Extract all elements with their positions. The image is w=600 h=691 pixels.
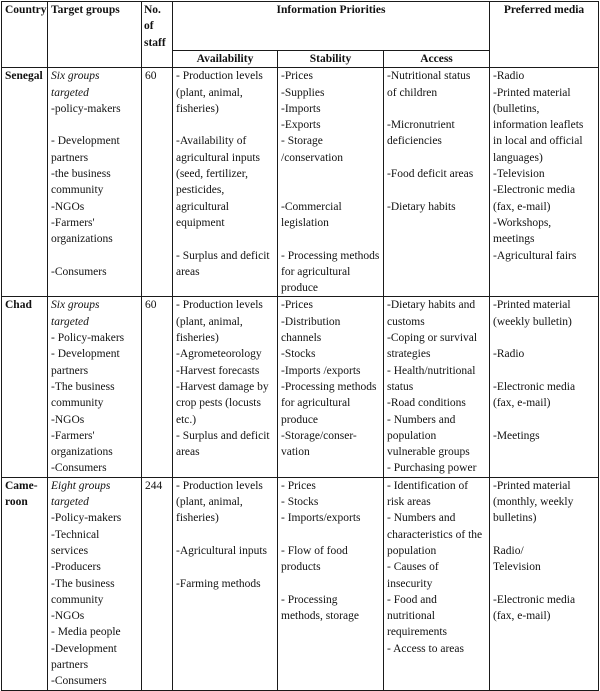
cell-line: customs	[387, 315, 425, 328]
cell-line: (fax, e-mail)	[493, 397, 551, 410]
cell-line: information leaflets	[493, 119, 584, 132]
cell-line: -Commercial	[281, 200, 342, 213]
header-country: Country	[2, 2, 48, 68]
header-target-groups: Target groups	[48, 2, 142, 68]
cell-line: -Agrometeorology	[176, 348, 262, 361]
cell-line: -Television	[493, 168, 545, 181]
cell-line	[281, 182, 380, 198]
cell-line: population	[387, 544, 437, 557]
cell-line: -Imports /exports	[281, 364, 361, 377]
cell-line: -Consumers	[51, 675, 107, 688]
cell-line: -Nutritional status	[387, 70, 471, 83]
cell-line: -Availability of	[176, 135, 247, 148]
cell-line: -policy-makers	[51, 102, 121, 115]
cell-line: in local and official	[493, 135, 583, 148]
cell-line: etc.)	[176, 413, 197, 426]
cell-line: - Prices	[281, 479, 316, 492]
cell-line: -NGOs	[51, 413, 85, 426]
cell-line: methods, storage	[281, 610, 359, 623]
cell-line: -Food deficit areas	[387, 168, 474, 181]
table-row	[2, 297, 599, 477]
stability-cell	[278, 68, 384, 297]
cell-line: Eight groups	[51, 479, 111, 492]
cell-line: (monthly, weekly	[493, 496, 574, 509]
cell-line: -Producers	[51, 561, 101, 574]
cell-line: - Causes of	[387, 561, 439, 574]
cell-line: -Stocks	[281, 348, 316, 361]
cell-line: -Policy-makers	[51, 512, 122, 525]
header-staff-line: staff	[144, 36, 166, 49]
availability-cell	[173, 297, 278, 477]
cell-line	[493, 363, 595, 379]
cell-line: -Harvest damage by	[176, 380, 269, 393]
cell-line: -Printed material	[493, 299, 571, 312]
cell-line: - Surplus and deficit	[176, 249, 270, 262]
cell-line: -Meetings	[493, 429, 540, 442]
information-priorities-table	[1, 1, 599, 691]
stability-cell	[278, 477, 384, 690]
cell-line: -Radio	[493, 348, 525, 361]
cell-line: - Storage	[281, 135, 323, 148]
cell-line: -Road conditions	[387, 397, 466, 410]
cell-line: -Dietary habits	[387, 200, 456, 213]
header-preferred-media: Preferred media	[490, 2, 599, 68]
cell-line: - Policy-makers	[51, 332, 125, 345]
cell-line: pesticides,	[176, 184, 225, 197]
header-staff-line: No.	[144, 4, 161, 16]
cell-line: legislation	[281, 216, 329, 229]
country-cell	[2, 477, 48, 690]
cell-line: produce	[281, 282, 319, 295]
cell-line: areas	[176, 265, 200, 278]
cell-line: strategies	[387, 348, 431, 361]
target-groups-cell	[48, 68, 142, 297]
cell-line: -NGOs	[51, 610, 85, 623]
cell-line: fisheries)	[176, 332, 219, 345]
cell-line	[281, 527, 380, 543]
cell-line: Television	[493, 561, 541, 574]
cell-line: -Workshops,	[493, 216, 552, 229]
cell-line	[493, 527, 595, 543]
cell-line: equipment	[176, 216, 225, 229]
cell-line: -Supplies	[281, 86, 325, 99]
cell-line: -Distribution	[281, 315, 341, 328]
cell-line	[493, 576, 595, 592]
cell-line: Radio/	[493, 544, 524, 557]
cell-line: agricultural inputs	[176, 151, 260, 164]
cell-line: targeted	[51, 86, 89, 99]
cell-line: products	[281, 561, 321, 574]
cell-line: - Development	[51, 348, 120, 361]
cell-line: vation	[281, 446, 310, 459]
cell-line: -the business	[51, 168, 111, 181]
cell-line: -Electronic media	[493, 184, 576, 197]
cell-line: -Development	[51, 642, 117, 655]
country-name: Came-roon	[5, 479, 38, 509]
cell-line: -Consumers	[51, 265, 107, 278]
access-cell	[384, 68, 490, 297]
cell-line	[387, 182, 486, 198]
cell-line: -Imports	[281, 102, 321, 115]
cell-line: of children	[387, 86, 438, 99]
cell-line: community	[51, 397, 104, 410]
table-row	[2, 477, 599, 690]
cell-line: - Purchasing power	[387, 462, 477, 475]
cell-line: insecurity	[387, 577, 433, 590]
cell-line: - Surplus and deficit	[176, 429, 270, 442]
cell-line: (weekly bulletin)	[493, 315, 572, 328]
cell-line: - Production levels	[176, 479, 263, 492]
cell-line: agricultural	[176, 200, 230, 213]
cell-line: fisheries)	[176, 102, 219, 115]
cell-line: -The business	[51, 577, 115, 590]
cell-line: channels	[281, 332, 322, 345]
target-groups-cell	[48, 477, 142, 690]
staff-cell: 60	[142, 297, 173, 477]
cell-line: crop pests (locusts	[176, 397, 261, 410]
cell-line: deficiencies	[387, 135, 442, 148]
cell-line	[176, 527, 274, 543]
staff-cell: 60	[142, 68, 173, 297]
cell-line: - Development	[51, 135, 120, 148]
cell-line: -Printed material	[493, 479, 571, 492]
stability-cell	[278, 297, 384, 477]
cell-line: -Electronic media	[493, 380, 576, 393]
cell-line: -The business	[51, 380, 115, 393]
cell-line: -Exports	[281, 119, 321, 132]
cell-line: -Consumers	[51, 462, 107, 475]
cell-line: population	[387, 429, 437, 442]
cell-line: - Health/nutritional	[387, 364, 476, 377]
cell-line: -NGOs	[51, 200, 85, 213]
cell-line: meetings	[493, 233, 535, 246]
cell-line: - Food and	[387, 593, 437, 606]
header-access: Access	[384, 51, 490, 68]
cell-line: - Production levels	[176, 70, 263, 83]
cell-line: -Radio	[493, 70, 525, 83]
cell-line: targeted	[51, 496, 89, 509]
cell-line: - Stocks	[281, 496, 319, 509]
cell-line: produce	[281, 413, 319, 426]
cell-line: fisheries)	[176, 512, 219, 525]
cell-line: - Processing methods	[281, 249, 380, 262]
availability-cell	[173, 68, 278, 297]
cell-line: requirements	[387, 626, 448, 639]
cell-line: Six groups	[51, 70, 100, 83]
availability-cell	[173, 477, 278, 690]
cell-line: - Media people	[51, 626, 121, 639]
country-cell: Senegal	[2, 68, 48, 297]
cell-line: risk areas	[387, 496, 431, 509]
cell-line: -Storage/conser-	[281, 429, 357, 442]
cell-line	[176, 117, 274, 133]
target-groups-cell	[48, 297, 142, 477]
cell-line: services	[51, 544, 89, 557]
cell-line: -Dietary habits and	[387, 299, 476, 312]
cell-line: community	[51, 593, 104, 606]
header-information-priorities: Information Priorities	[173, 2, 490, 51]
cell-line: targeted	[51, 315, 89, 328]
header-staff-line: of	[144, 20, 154, 33]
cell-line: - Access to areas	[387, 642, 464, 655]
staff-cell: 244	[142, 477, 173, 690]
cell-line: -Coping or survival	[387, 332, 478, 345]
cell-line	[281, 231, 380, 247]
cell-line: partners	[51, 364, 89, 377]
cell-line: (fax, e-mail)	[493, 200, 551, 213]
cell-line	[51, 117, 138, 133]
access-cell	[384, 297, 490, 477]
access-cell	[384, 477, 490, 690]
cell-line: partners	[51, 151, 89, 164]
cell-line: community	[51, 184, 104, 197]
header-stability: Stability	[278, 51, 384, 68]
cell-line: -Farming methods	[176, 577, 261, 590]
cell-line	[176, 231, 274, 247]
media-cell	[490, 297, 599, 477]
cell-line: -Agricultural fairs	[493, 249, 577, 262]
cell-line: - Numbers and	[387, 413, 456, 426]
cell-line: -Prices	[281, 70, 313, 83]
cell-line: - Imports/exports	[281, 512, 361, 525]
cell-line	[281, 166, 380, 182]
cell-line	[387, 101, 486, 117]
cell-line: (bulletins,	[493, 102, 540, 115]
cell-line: (seed, fertilizer,	[176, 168, 249, 181]
cell-line: (plant, animal,	[176, 496, 243, 509]
cell-line: -Harvest forecasts	[176, 364, 260, 377]
cell-line: (plant, animal,	[176, 86, 243, 99]
cell-line: /conservation	[281, 151, 343, 164]
media-cell	[490, 477, 599, 690]
table-row	[2, 68, 599, 297]
cell-line: for agricultural	[281, 397, 351, 410]
country-cell: Chad	[2, 297, 48, 477]
cell-line	[281, 576, 380, 592]
cell-line: -Prices	[281, 299, 313, 312]
cell-line: (fax, e-mail)	[493, 610, 551, 623]
cell-line: organizations	[51, 233, 113, 246]
cell-line: nutritional	[387, 610, 435, 623]
cell-line	[493, 412, 595, 428]
header-staff	[142, 2, 173, 68]
cell-line: -Micronutrient	[387, 119, 455, 132]
cell-line: languages)	[493, 151, 543, 164]
cell-line: - Numbers and	[387, 512, 456, 525]
cell-line: status	[387, 380, 414, 393]
cell-line: bulletins)	[493, 512, 537, 525]
cell-line	[387, 150, 486, 166]
cell-line: areas	[176, 446, 200, 459]
cell-line: -Technical	[51, 528, 100, 541]
cell-line: vulnerable groups	[387, 446, 470, 459]
cell-line	[51, 248, 138, 264]
cell-line: organizations	[51, 446, 113, 459]
cell-line: (plant, animal,	[176, 315, 243, 328]
media-cell	[490, 68, 599, 297]
cell-line: - Identification of	[387, 479, 469, 492]
cell-line: -Farmers'	[51, 429, 95, 442]
cell-line: -Farmers'	[51, 216, 95, 229]
cell-line: - Production levels	[176, 299, 263, 312]
cell-line	[493, 330, 595, 346]
cell-line: - Processing	[281, 593, 338, 606]
cell-line: Six groups	[51, 299, 100, 312]
header-availability: Availability	[173, 51, 278, 68]
cell-line: partners	[51, 658, 89, 671]
cell-line: -Processing methods	[281, 380, 377, 393]
cell-line	[176, 559, 274, 575]
cell-line: -Electronic media	[493, 593, 576, 606]
cell-line: -Printed material	[493, 86, 571, 99]
cell-line: -Agricultural inputs	[176, 544, 268, 557]
cell-line: for agricultural	[281, 265, 351, 278]
cell-line: characteristics of the	[387, 528, 483, 541]
cell-line: - Flow of food	[281, 544, 348, 557]
